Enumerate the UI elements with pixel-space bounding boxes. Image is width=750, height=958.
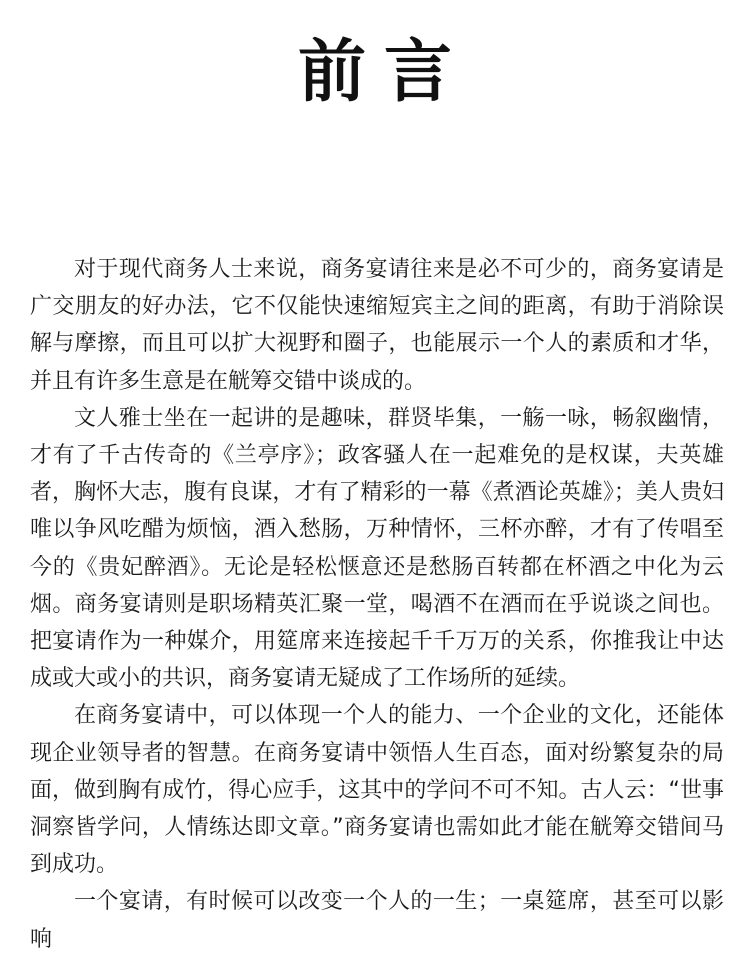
paragraph-2: 文人雅士坐在一起讲的是趣味，群贤毕集，一觞一咏，畅叙幽情，才有了千古传奇的《兰亭序》；政客骚人在一起难免的是权谋，夫英雄者，胸怀大志，腹有良谋，才有了精彩的一幕《煮酒论英雄》；美人贵妇唯以争风吃醋为烦恼，酒入愁肠，万种情怀，三杯亦醉，才有了传唱至今的《贵妃醉酒》。无论是轻松惬意还是愁肠百转都在杯酒之中化为云烟。商务宴请则是职场精英汇聚一堂，喝酒不在酒而在乎说谈之间也。把宴请作为一种媒介，用筵席来连接起千千万万的关系，你推我让中达成或大或小的共识，商务宴请无疑成了工作场所的延续。 bbox=[30, 405, 724, 692]
paragraph-3: 在商务宴请中，可以体现一个人的能力、一个企业的文化，还能体现企业领导者的智慧。在商务宴请中领悟人生百态，面对纷繁复杂的局面，做到胸有成竹，得心应手，这其中的学问不可不知。古人云：“世事洞察皆学问，人情练达即文章。”商务宴请也需如此才能在觥筹交错间马到成功。 bbox=[30, 703, 724, 878]
paragraph-1: 对于现代商务人士来说，商务宴请往来是必不可少的，商务宴请是广交朋友的好办法，它不仅能快速缩短宾主之间的距离，有助于消除误解与摩擦，而且可以扩大视野和圈子，也能展示一个人的素质和才华，并且有许多生意是在觥筹交错中谈成的。 bbox=[30, 257, 724, 394]
paragraph-4: 一个宴请，有时候可以改变一个人的一生；一桌筵席，甚至可以影响 bbox=[30, 889, 724, 952]
preface-body bbox=[30, 251, 724, 958]
page-title: 前言 bbox=[297, 32, 470, 112]
